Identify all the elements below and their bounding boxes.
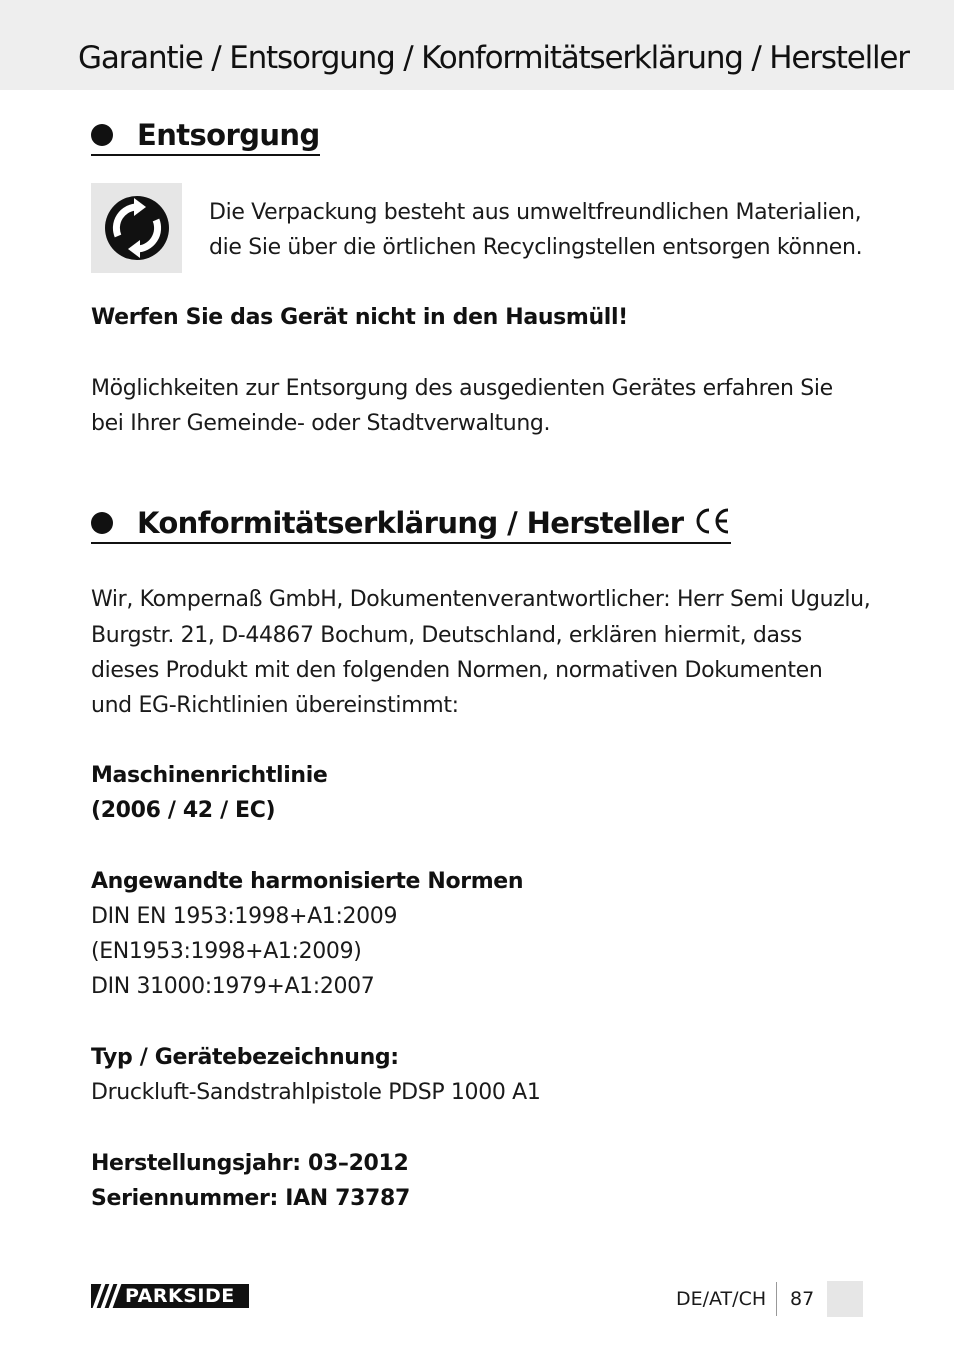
logo-stripes [91,1284,125,1308]
footer-locale: DE/AT/CH [676,1288,767,1310]
disposal-line-2: bei Ihrer Gemeinde- oder Stadtverwaltung. [91,411,551,436]
section-heading-entsorgung [91,118,320,156]
page-tab-marker [827,1281,863,1317]
section-heading-konformitaet [91,506,731,544]
bullet-icon [91,124,113,146]
page-number: 87 [790,1288,815,1310]
bullet-icon [91,512,113,534]
declaration-line-3: dieses Produkt mit den folgenden Normen, normativen Dokumenten [91,658,823,683]
parkside-logo [91,1284,249,1308]
directive-value: (2006 / 42 / EC) [91,798,276,823]
green-dot-recycling-icon [91,183,182,273]
norm-2: (EN1953:1998+A1:2009) [91,939,362,964]
norms-label: Angewandte harmonisierte Normen [91,869,524,894]
ce-mark-icon [693,506,731,540]
section-heading-text: Entsorgung [137,118,320,152]
norm-3: DIN 31000:1979+A1:2007 [91,974,375,999]
manufacture-year: Herstellungsjahr: 03–2012 [91,1151,409,1176]
disposal-warning: Werfen Sie das Gerät nicht in den Hausmüll! [91,305,628,330]
directive-label: Maschinenrichtlinie [91,763,328,788]
section-heading-text: Konformitätserklärung / Hersteller [137,506,684,540]
declaration-line-4: und EG-Richtlinien übereinstimmt: [91,693,459,718]
page-title: Garantie / Entsorgung / Konformitätserklärung / Hersteller [78,40,909,76]
serial-number: Seriennummer: IAN 73787 [91,1186,410,1211]
type-value: Druckluft-Sandstrahlpistole PDSP 1000 A1 [91,1080,541,1105]
disposal-line-1: Möglichkeiten zur Entsorgung des ausgedienten Gerätes erfahren Sie [91,376,833,401]
norm-1: DIN EN 1953:1998+A1:2009 [91,904,398,929]
declaration-line-2: Burgstr. 21, D-44867 Bochum, Deutschland, erklären hiermit, dass [91,623,802,648]
packaging-line-2: die Sie über die örtlichen Recyclingstellen entsorgen können. [209,235,863,260]
packaging-line-1: Die Verpackung besteht aus umweltfreundlichen Materialien, [209,200,862,225]
logo-brand-text: PARKSIDE [125,1285,235,1307]
declaration-line-1: Wir, Kompernaß GmbH, Dokumentenverantwortlicher: Herr Semi Uguzlu, [91,587,871,612]
footer-divider [776,1282,777,1316]
type-label: Typ / Gerätebezeichnung: [91,1045,399,1070]
